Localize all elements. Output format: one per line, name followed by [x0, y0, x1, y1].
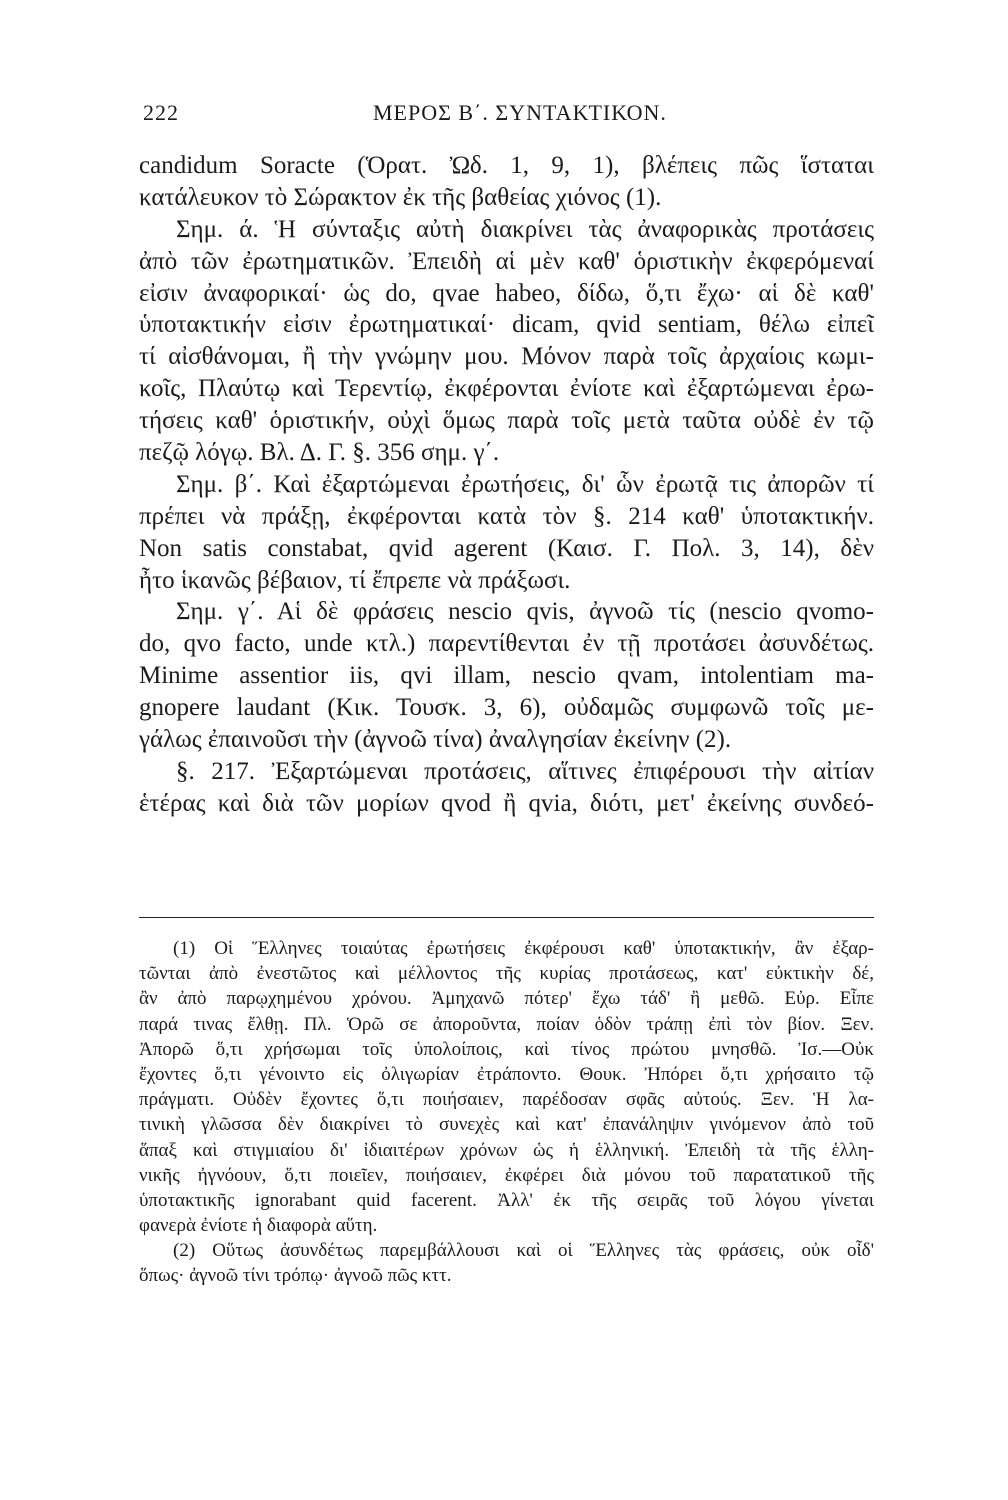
footnote-line: ὑποτακτικῆς ignorabant quid facerent. Ἀλλ' ἐκ τῆς σειρᾶς τοῦ λόγου γίνεται [139, 1189, 874, 1211]
body-line: Σημ. ά. Ἡ σύνταξις αὐτὴ διακρίνει τὰς ἀναφορικὰς προτάσεις [176, 215, 874, 243]
body-line: Σημ. γ΄. Αἱ δὲ φράσεις nescio qvis, ἀγνοῶ τίς (nescio qvomo- [176, 598, 874, 626]
footnote-line: ἅπαξ καὶ στιγμιαίου δι' ἰδιαιτέρων χρόνων ὡς ἡ ἑλληνική. Ἐπειδὴ τὰ τῆς ἑλλη- [139, 1139, 874, 1161]
body-line: πεζῷ λόγῳ. Βλ. Δ. Γ. §. 356 σημ. γ΄. [139, 439, 500, 467]
body-line: κοῖς, Πλαύτῳ καὶ Τερεντίῳ, ἐκφέρονται ἐνίοτε καὶ ἐξαρτώμεναι ἐρω- [139, 375, 874, 403]
footnote-line: (2) Οὕτως ἀσυνδέτως παρεμβάλλουσι καὶ οἱ Ἕλληνες τὰς φράσεις, οὐκ οἶδ' [173, 1240, 874, 1262]
body-line: τήσεις καθ' ὁριστικήν, οὐχὶ ὅμως παρὰ τοῖς μετὰ ταῦτα οὐδὲ ἐν τῷ [139, 407, 874, 435]
body-line: ἦτο ἱκανῶς βέβαιον, τί ἔπρεπε νὰ πράξωσι. [139, 566, 571, 594]
body-line: Non satis constabat, qvid agerent (Καισ. Γ. Πολ. 3, 14), δὲν [139, 534, 874, 562]
body-line: do, qvo facto, unde κτλ.) παρεντίθενται ἐν τῇ προτάσει ἀσυνδέτως. [139, 630, 874, 658]
running-title: ΜΕΡΟΣ Β΄. ΣΥΝΤΑΚΤΙΚΟΝ. [373, 100, 667, 125]
footnote-line: παρά τινας ἔλθῃ. Πλ. Ὁρῶ σε ἀποροῦντα, ποίαν ὁδὸν τράπῃ ἐπὶ τὸν βίον. Ξεν. [139, 1013, 874, 1035]
footnote-line: (1) Οἱ Ἕλληνες τοιαύτας ἐρωτήσεις ἐκφέρουσι καθ' ὑποτακτικήν, ἂν ἐξαρ- [173, 938, 874, 959]
body-line: ἀπὸ τῶν ἐρωτηματικῶν. Ἐπειδὴ αἱ μὲν καθ' ὁριστικὴν ἐκφερόμεναί [139, 247, 874, 275]
body-line: πρέπει νὰ πράξῃ, ἐκφέρονται κατὰ τὸν §. 214 καθ' ὑποτακτικήν. [139, 502, 874, 530]
footnote-line: ἂν ἀπὸ παρῳχημένου χρόνου. Ἀμηχανῶ πότερ' ἔχω τάδ' ἢ μεθῶ. Εὐρ. Εἶπε [139, 988, 874, 1010]
footnote-line: πράγματι. Οὐδὲν ἔχοντες ὅ,τι ποιήσαιεν, παρέδοσαν σφᾶς αὐτούς. Ξεν. Ἡ λα- [139, 1089, 874, 1111]
footnote-line: φανερὰ ἐνίοτε ἡ διαφορὰ αὕτη. [139, 1215, 378, 1237]
body-line: gnopere laudant (Κικ. Τουσκ. 3, 6), οὐδαμῶς συμφωνῶ τοῖς με- [139, 694, 874, 722]
footnote-line: ὅπως· ἀγνοῶ τίνι τρόπῳ· ἀγνοῶ πῶς κττ. [139, 1265, 452, 1287]
footnote-line: τῶνται ἀπὸ ἐνεστῶτος καὶ μέλλοντος τῆς κυρίας προτάσεως, κατ' εὐκτικὴν δέ, [139, 963, 874, 985]
body-text [139, 150, 874, 820]
page-number: 222 [143, 100, 179, 125]
footnotes [139, 936, 874, 1289]
body-line: γάλως ἐπαινοῦσι τὴν (ἀγνοῶ τίνα) ἀναλγησίαν ἐκείνην (2). [139, 726, 732, 754]
body-line: κατάλευκον τὸ Σώρακτον ἐκ τῆς βαθείας χιόνος (1). [139, 183, 662, 211]
body-line: Σημ. β΄. Καὶ ἐξαρτώμεναι ἐρωτήσεις, δι' ὧν ἐρωτᾷ τις ἀπορῶν τί [176, 470, 874, 498]
body-line: ὑποτακτικήν εἰσιν ἐρωτηματικαί· dicam, qvid sentiam, θέλω εἰπεῖ [139, 311, 874, 339]
body-line: Minime assentior iis, qvi illam, nescio qvam, intolentiam ma- [139, 662, 874, 690]
section-heading-line: §. 217. Ἐξαρτώμεναι προτάσεις, αἵτινες ἐπιφέρουσι τὴν αἰτίαν [176, 757, 874, 785]
footnote-line: τινικὴ γλῶσσα δὲν διακρίνει τὸ συνεχὲς καὶ κατ' ἐπανάληψιν γινόμενον ἀπὸ τοῦ [139, 1114, 874, 1136]
footnote-line: Ἀπορῶ ὅ,τι χρήσωμαι τοῖς ὑπολοίποις, καὶ τίνος πρώτου μνησθῶ. Ἰσ.—Οὐκ [139, 1038, 874, 1060]
body-line: τί αἰσθάνομαι, ἢ τὴν γνώμην μου. Μόνον παρὰ τοῖς ἀρχαίοις κωμι- [139, 343, 874, 371]
footnote-line: νικῆς ἠγνόουν, ὅ,τι ποιεῖεν, ποιήσαιεν, ἐκφέρει διὰ μόνου τοῦ παρατατικοῦ τῆς [139, 1164, 874, 1186]
footnote-rule [139, 917, 874, 918]
body-line: candidum Soracte (Ὁρατ. Ὠδ. 1, 9, 1), βλέπεις πῶς ἵσταται [139, 152, 874, 179]
footnote-line: ἔχοντες ὅ,τι γένοιντο εἰς ὀλιγωρίαν ἐτράποντο. Θουκ. Ἠπόρει ὅ,τι χρήσαιτο τῷ [139, 1063, 874, 1085]
body-line: εἰσιν ἀναφορικαί· ὡς do, qvae habeo, δίδω, ὅ,τι ἔχω· αἱ δὲ καθ' [139, 279, 874, 307]
body-line: ἑτέρας καὶ διὰ τῶν μορίων qvod ἢ qvia, διότι, μετ' ἐκείνης συνδεό- [139, 789, 874, 817]
